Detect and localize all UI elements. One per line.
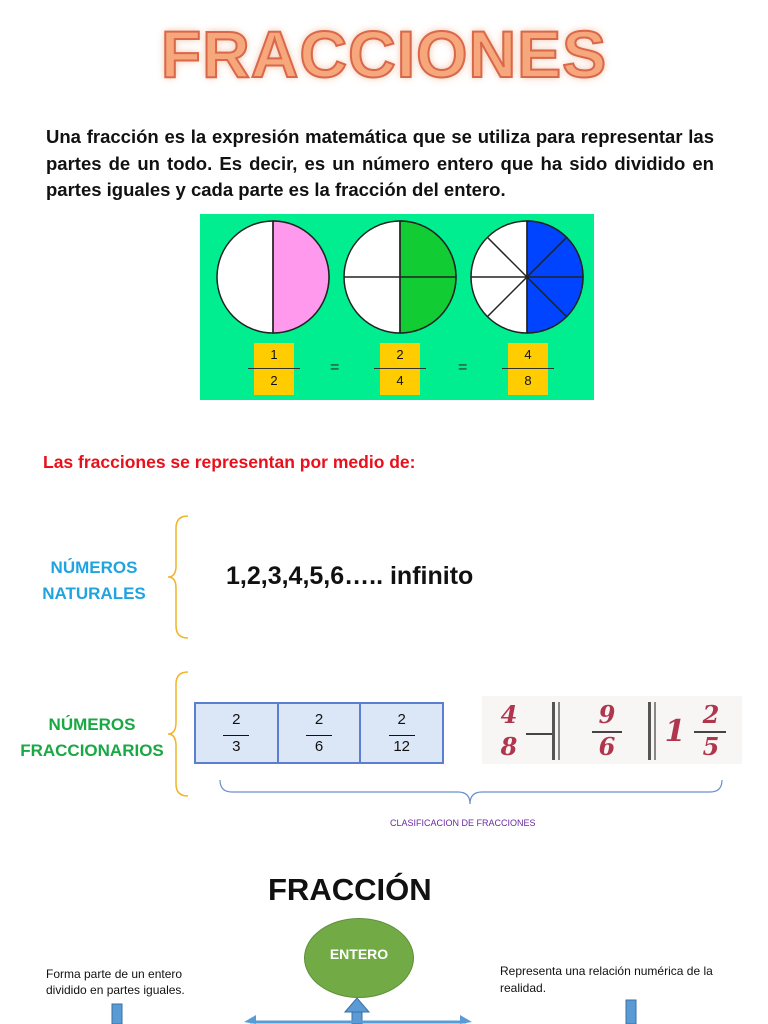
- denominator: 6: [314, 738, 324, 755]
- handwritten-denominator: 8: [500, 732, 518, 761]
- entero-node: ENTERO: [304, 918, 414, 998]
- naturales-brace: [168, 516, 188, 638]
- fraction-bar: [223, 735, 249, 736]
- numerator: 2: [396, 347, 404, 362]
- classification-label: CLASIFICACION DE FRACCIONES: [390, 818, 536, 828]
- numerator: 1: [270, 347, 278, 362]
- table-cell: [196, 704, 279, 762]
- fraction-bar: [306, 735, 332, 736]
- denominator: 4: [396, 373, 404, 388]
- numerator: 4: [524, 347, 532, 362]
- denominator: 12: [393, 738, 411, 755]
- denominator: 3: [232, 738, 241, 755]
- numerator: 2: [314, 711, 324, 728]
- representation-heading: Las fracciones se representan por medio de:: [43, 452, 416, 472]
- handwritten-denominator: 5: [702, 732, 720, 761]
- handwritten-fractions: [482, 696, 742, 764]
- concept-map-connectors: [112, 998, 636, 1024]
- handwritten-whole: 1: [664, 714, 686, 749]
- equals-sign: =: [330, 359, 340, 376]
- left-note: Forma parte de un entero dividido en partes iguales.: [46, 967, 185, 997]
- numerator: 2: [397, 711, 406, 728]
- denominator: 2: [270, 373, 278, 388]
- handwritten-numerator: 2: [702, 700, 720, 729]
- denominator: 8: [524, 373, 532, 388]
- fractions-table: [194, 702, 444, 764]
- intro-paragraph: Una fracción es la expresión matemática que se utiliza para representar las partes de un todo. Es decir, es un número entero que ha sido dividido en partes iguales y cada parte es la fracción del entero.: [46, 126, 714, 200]
- fraccionarios-label: NÚMEROS FRACCIONARIOS: [20, 715, 164, 760]
- concept-map-title: FRACCIÓN: [268, 872, 432, 907]
- table-cell: [279, 704, 362, 762]
- naturales-label: NÚMEROS NATURALES: [42, 558, 146, 603]
- equals-sign: =: [458, 359, 468, 376]
- table-cell: [361, 704, 442, 762]
- numerator: 2: [232, 711, 241, 728]
- page-title: FRACCIONES: [160, 17, 608, 91]
- fraction-bar: [389, 735, 415, 736]
- handwritten-denominator: 6: [598, 732, 616, 761]
- handwritten-numerator: 9: [598, 700, 616, 729]
- naturales-sequence: 1,2,3,4,5,6….. infinito: [226, 562, 474, 590]
- right-note: Representa una relación numérica de la realidad.: [500, 964, 713, 995]
- handwritten-numerator: 4: [500, 700, 518, 729]
- classification-brace: [220, 780, 722, 804]
